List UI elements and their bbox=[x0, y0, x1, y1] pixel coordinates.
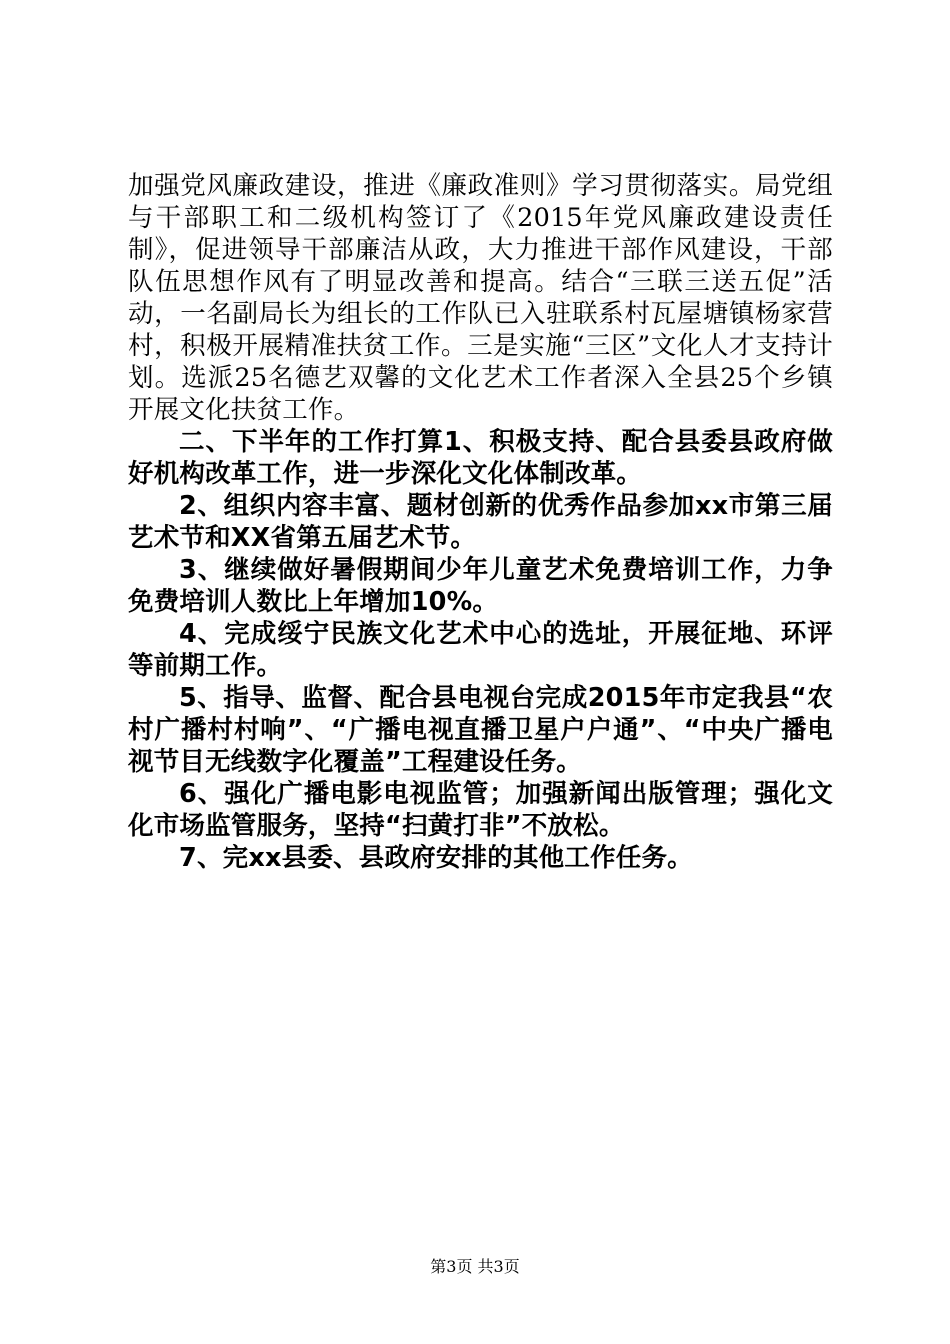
paragraph-item-7: 7、完xx县委、县政府安排的其他工作任务。 bbox=[179, 843, 693, 873]
page-number-footer: 第3页 共3页 bbox=[430, 1257, 520, 1276]
paragraph-party-building: 加强党风廉政建设，推进《廉政准则》学习贯彻落实。局党组与干部职工和二级机构签订了《2015年党风廉政建设责任制》，促进领导干部廉洁从政，大力推进干部作风建设，干部队伍思想作风有了明显改善和提高。结合“三联三送五促”活动，一名副局长为组长的工作队已入驻联系村瓦屋塘镇杨家营村，积极开展精准扶贫工作。三是实施“三区”文化人才支持计划。选派25名德艺双馨的文化艺术工作者深入全县25个乡镇开展文化扶贫工作。 bbox=[128, 171, 833, 425]
document-body bbox=[128, 170, 833, 874]
paragraph-item-4: 4、完成绥宁民族文化艺术中心的选址，开展征地、环评等前期工作。 bbox=[128, 619, 833, 681]
paragraph-item-3: 3、继续做好暑假期间少年儿童艺术免费培训工作，力争免费培训人数比上年增加10%。 bbox=[128, 555, 833, 617]
paragraph-item-2: 2、组织内容丰富、题材创新的优秀作品参加xx市第三届艺术节和XX省第五届艺术节。 bbox=[128, 491, 833, 553]
paragraph-item-5: 5、指导、监督、配合县电视台完成2015年市定我县“农村广播村村响”、“广播电视直播卫星户户通”、“中央广播电视节目无线数字化覆盖”工程建设任务。 bbox=[128, 683, 833, 777]
paragraph-second-half-plan: 二、下半年的工作打算1、积极支持、配合县委县政府做好机构改革工作，进一步深化文化体制改革。 bbox=[128, 427, 833, 489]
paragraph-item-6: 6、强化广播电影电视监管；加强新闻出版管理；强化文化市场监管服务，坚持“扫黄打非”不放松。 bbox=[128, 779, 833, 841]
